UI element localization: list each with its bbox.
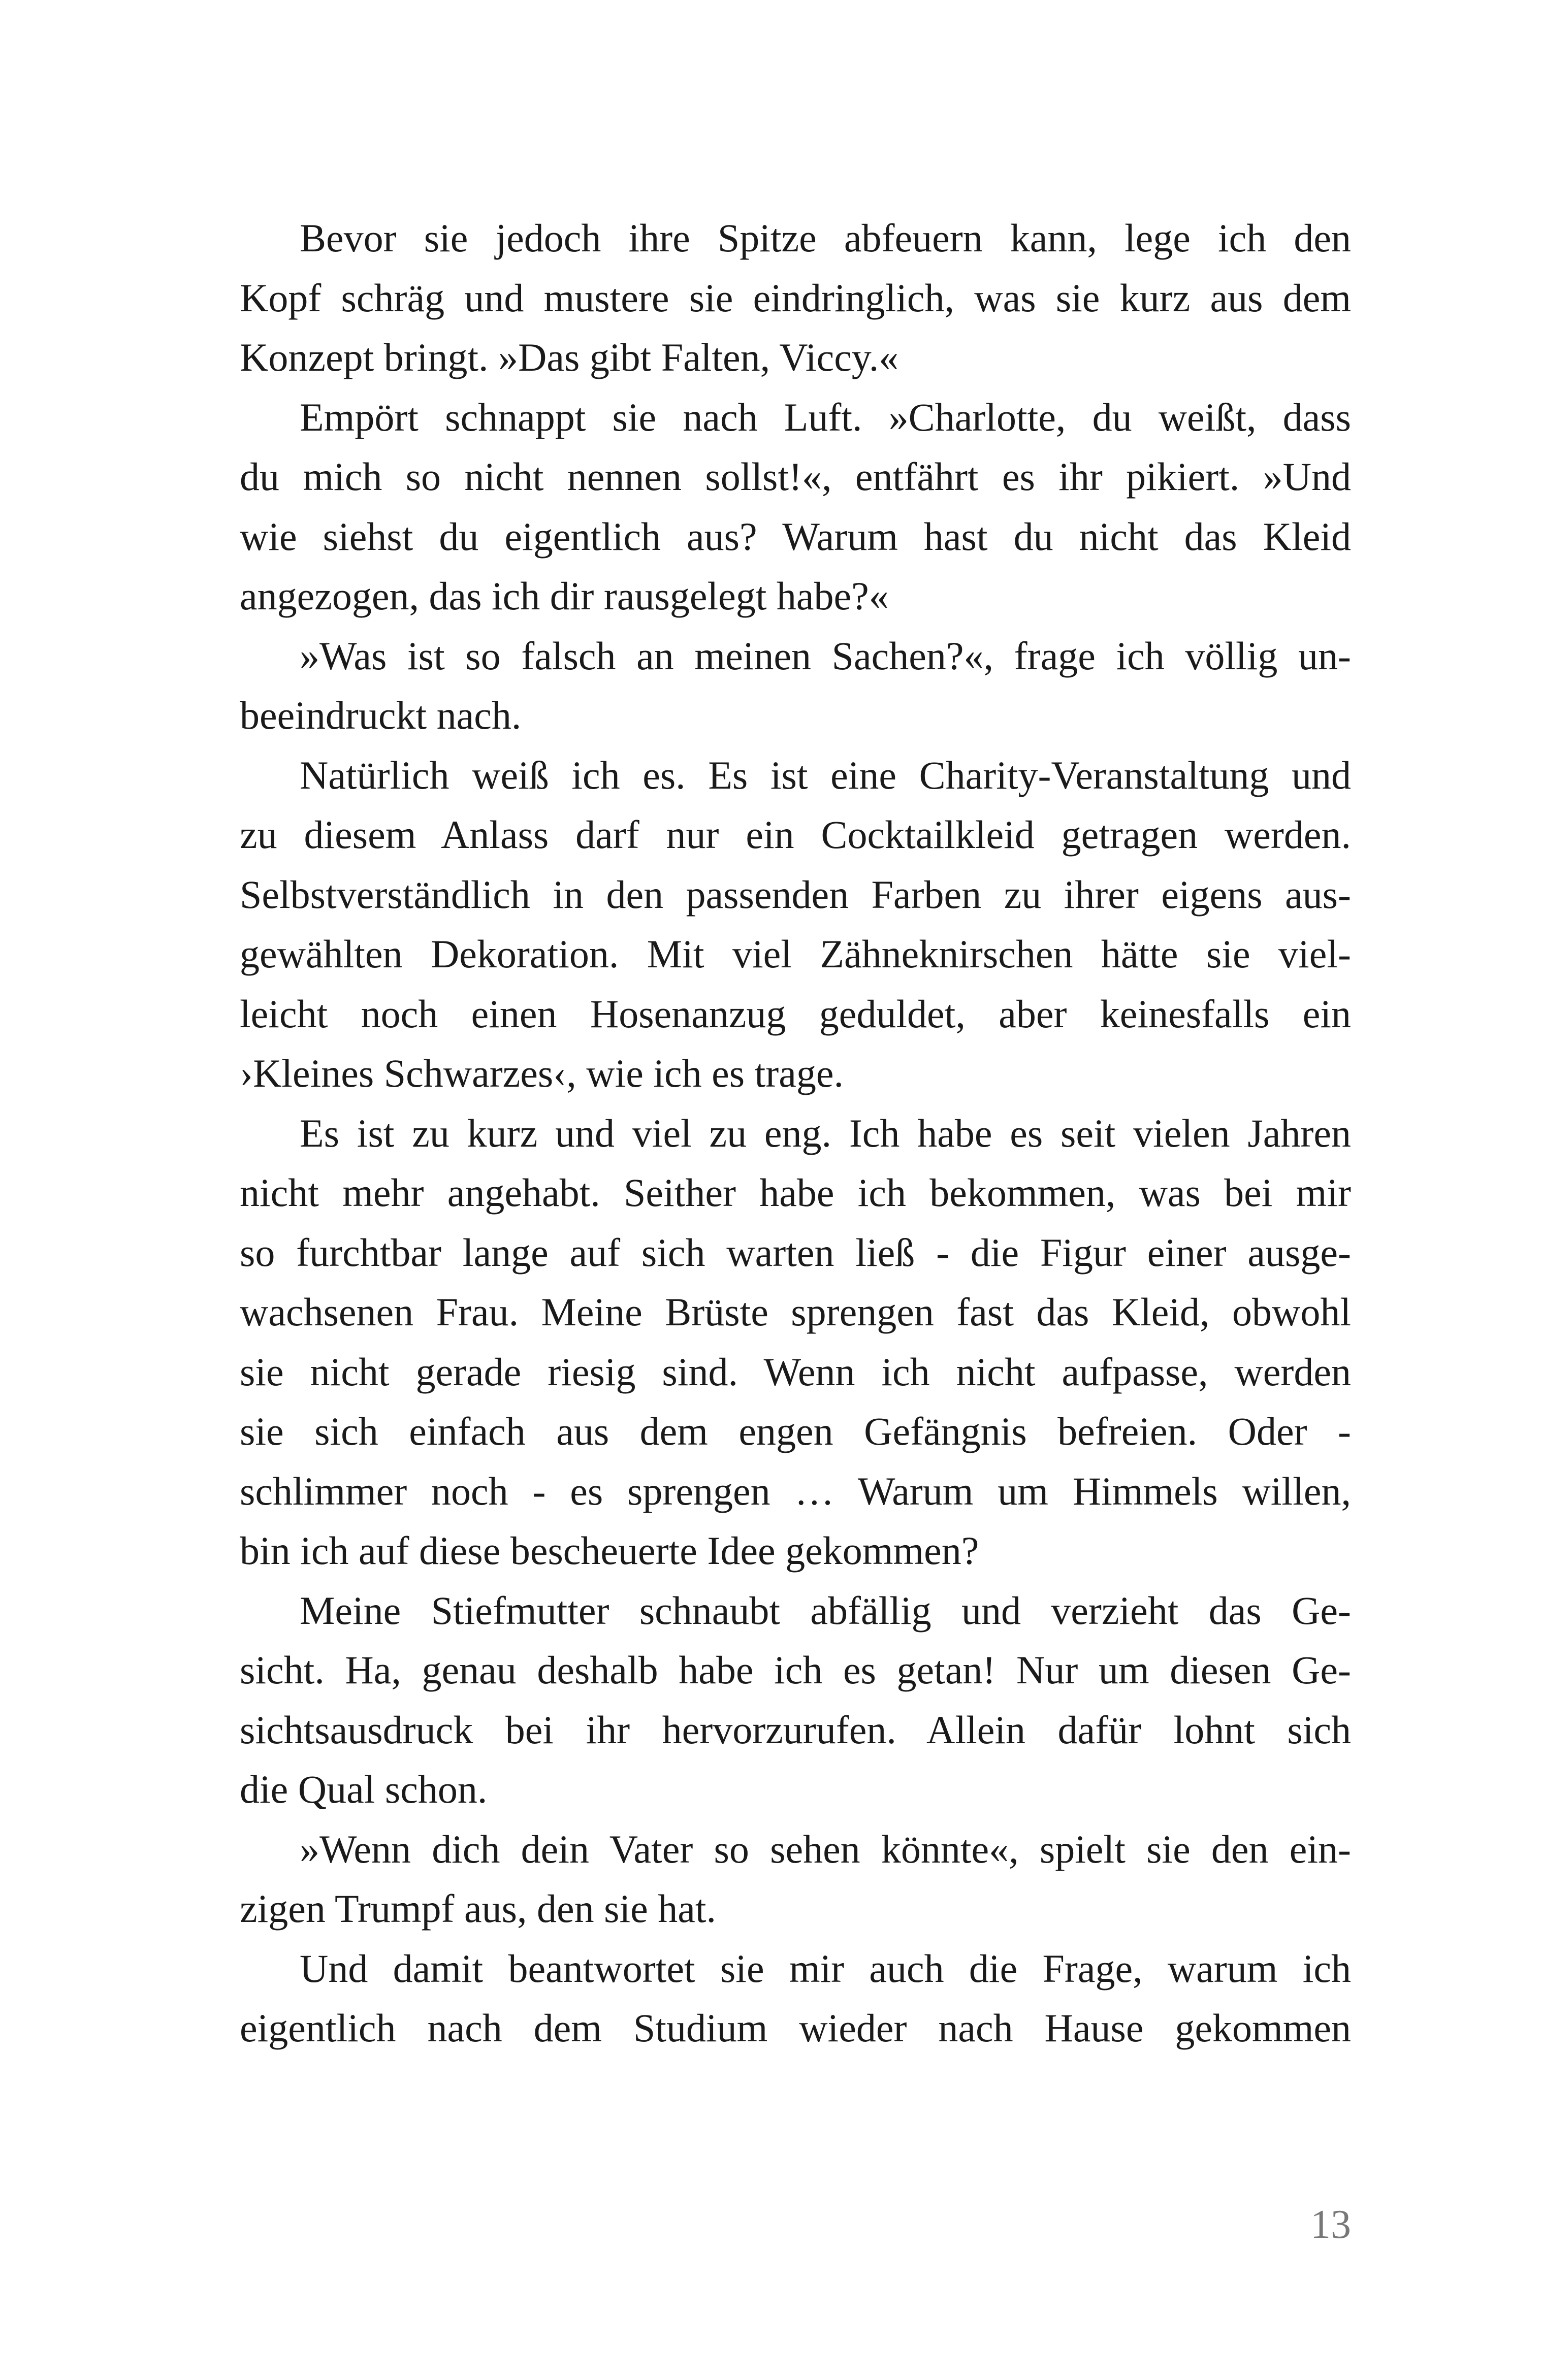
- text-line: schlimmer noch - es sprengen … Warum um Himmels willen,: [240, 1469, 1351, 1513]
- text-line: Und damit beantwortet sie mir auch die Frage, warum ich: [300, 1946, 1351, 1991]
- text-line: nicht mehr angehabt. Seither habe ich bekommen, was bei mir: [240, 1170, 1351, 1215]
- text-line: sicht. Ha, genau deshalb habe ich es getan! Nur um diesen Ge-: [240, 1648, 1351, 1692]
- text-line: die Qual schon.: [240, 1767, 488, 1811]
- text-line: Meine Stiefmutter schnaubt abfällig und verzieht das Ge-: [300, 1588, 1351, 1633]
- text-line: sichtsausdruck bei ihr hervorzurufen. Allein dafür lohnt sich: [240, 1707, 1351, 1752]
- paragraph: [240, 208, 1351, 387]
- text-line: so furchtbar lange auf sich warten ließ - die Figur einer ausge-: [240, 1230, 1351, 1275]
- text-line: Selbstverständlich in den passenden Farben zu ihrer eigens aus-: [240, 872, 1351, 917]
- text-line: zu diesem Anlass darf nur ein Cocktailkleid getragen werden.: [240, 812, 1351, 857]
- text-line: du mich so nicht nennen sollst!«, entfährt es ihr pikiert. »Und: [240, 454, 1351, 499]
- text-line: angezogen, das ich dir rausgelegt habe?«: [240, 574, 889, 618]
- body-text: [240, 208, 1351, 2058]
- text-line: zigen Trumpf aus, den sie hat.: [240, 1886, 717, 1931]
- paragraph: [240, 626, 1351, 745]
- text-line: beeindruckt nach.: [240, 693, 522, 737]
- paragraph: [240, 387, 1351, 626]
- text-line: Kopf schräg und mustere sie eindringlich, was sie kurz aus dem: [240, 275, 1351, 320]
- text-line: gewählten Dekoration. Mit viel Zähneknirschen hätte sie viel-: [240, 932, 1351, 976]
- paragraph: [240, 1819, 1351, 1939]
- text-line: »Wenn dich dein Vater so sehen könnte«, spielt sie den ein-: [300, 1827, 1351, 1871]
- paragraph: [240, 745, 1351, 1103]
- text-line: Konzept bringt. »Das gibt Falten, Viccy.«: [240, 335, 899, 379]
- text-line: wie siehst du eigentlich aus? Warum hast du nicht das Kleid: [240, 514, 1351, 559]
- text-line: »Was ist so falsch an meinen Sachen?«, frage ich völlig un-: [300, 633, 1351, 678]
- text-line: Empört schnappt sie nach Luft. »Charlotte, du weißt, dass: [300, 395, 1351, 439]
- page-number: 13: [1310, 2202, 1351, 2247]
- text-line: Bevor sie jedoch ihre Spitze abfeuern kann, lege ich den: [300, 216, 1351, 260]
- text-line: sie nicht gerade riesig sind. Wenn ich nicht aufpasse, werden: [240, 1349, 1351, 1394]
- paragraph: [240, 1103, 1351, 1581]
- text-line: Es ist zu kurz und viel zu eng. Ich habe es seit vielen Jahren: [300, 1111, 1351, 1155]
- text-line: bin ich auf diese bescheuerte Idee gekommen?: [240, 1528, 979, 1573]
- paragraph: [240, 1939, 1351, 2058]
- text-line: sie sich einfach aus dem engen Gefängnis befreien. Oder -: [240, 1409, 1351, 1453]
- text-line: ›Kleines Schwarzes‹, wie ich es trage.: [240, 1051, 844, 1095]
- paragraph: [240, 1581, 1351, 1819]
- text-line: wachsenen Frau. Meine Brüste sprengen fast das Kleid, obwohl: [240, 1290, 1351, 1334]
- text-line: leicht noch einen Hosenanzug geduldet, aber keinesfalls ein: [240, 991, 1351, 1036]
- text-line: Natürlich weiß ich es. Es ist eine Charity-Veranstaltung und: [300, 753, 1351, 797]
- text-line: eigentlich nach dem Studium wieder nach Hause gekommen: [240, 2006, 1351, 2050]
